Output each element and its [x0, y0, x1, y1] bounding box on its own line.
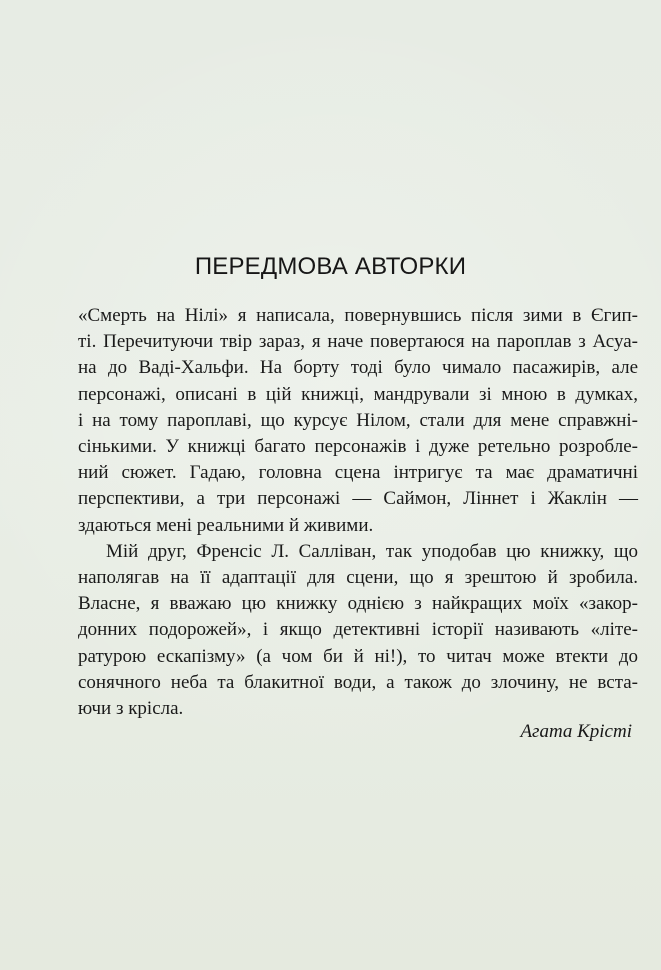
text-line-5: і на тому пароплаві, що курсує Нілом, стали для мене справжні- [78, 409, 638, 431]
text-line-1: «Смерть на Нілі» я написала, повернувшись після зими в Єгип- [78, 305, 638, 326]
preface-body [78, 303, 638, 722]
text-line-3: на до Ваді-Хальфи. На борту тоді було чимало пасажирів, але [78, 357, 638, 379]
text-line-16: ючи з крісла. [78, 698, 184, 720]
text-line-6: сінькими. У книжці багато персонажів і дуже ретельно розроблe- [78, 436, 638, 458]
author-signature: Агата Крісті [520, 721, 632, 742]
text-line-8: перспективи, а три персонажі — Саймон, Ліннет і Жаклін — [78, 488, 638, 510]
text-line-13: донних подорожей», і якщо детективні історії називають «літе- [78, 619, 638, 641]
text-line-15: сонячного неба та блакитної води, а також до злочину, не вста- [78, 671, 638, 693]
text-line-4: персонажі, описані в цій книжці, мандрували зі мною в думках, [78, 383, 638, 405]
text-line-2: ті. Перечитуючи твір зараз, я наче повертаюся на пароплав з Асуа- [78, 331, 638, 353]
text-line-12: Власне, я вважаю цю книжку однією з найкращих моїх «закор- [78, 593, 638, 615]
text-line-7: ний сюжет. Гадаю, головна сцена інтригує та має драматичні [78, 462, 638, 484]
text-line-10: Мій друг, Френсіс Л. Салліван, так уподобав цю книжку, що [106, 540, 638, 562]
text-line-9: здаються мені реальними й живими. [78, 514, 374, 536]
text-line-11: наполягав на її адаптації для сцени, що я зрештою й зробила. [78, 567, 638, 589]
page-title: ПЕРЕДМОВА АВТОРКИ [194, 253, 467, 280]
text-line-14: ратурою ескапізму» (а чом би й ні!), то читач може втекти до [78, 645, 638, 667]
